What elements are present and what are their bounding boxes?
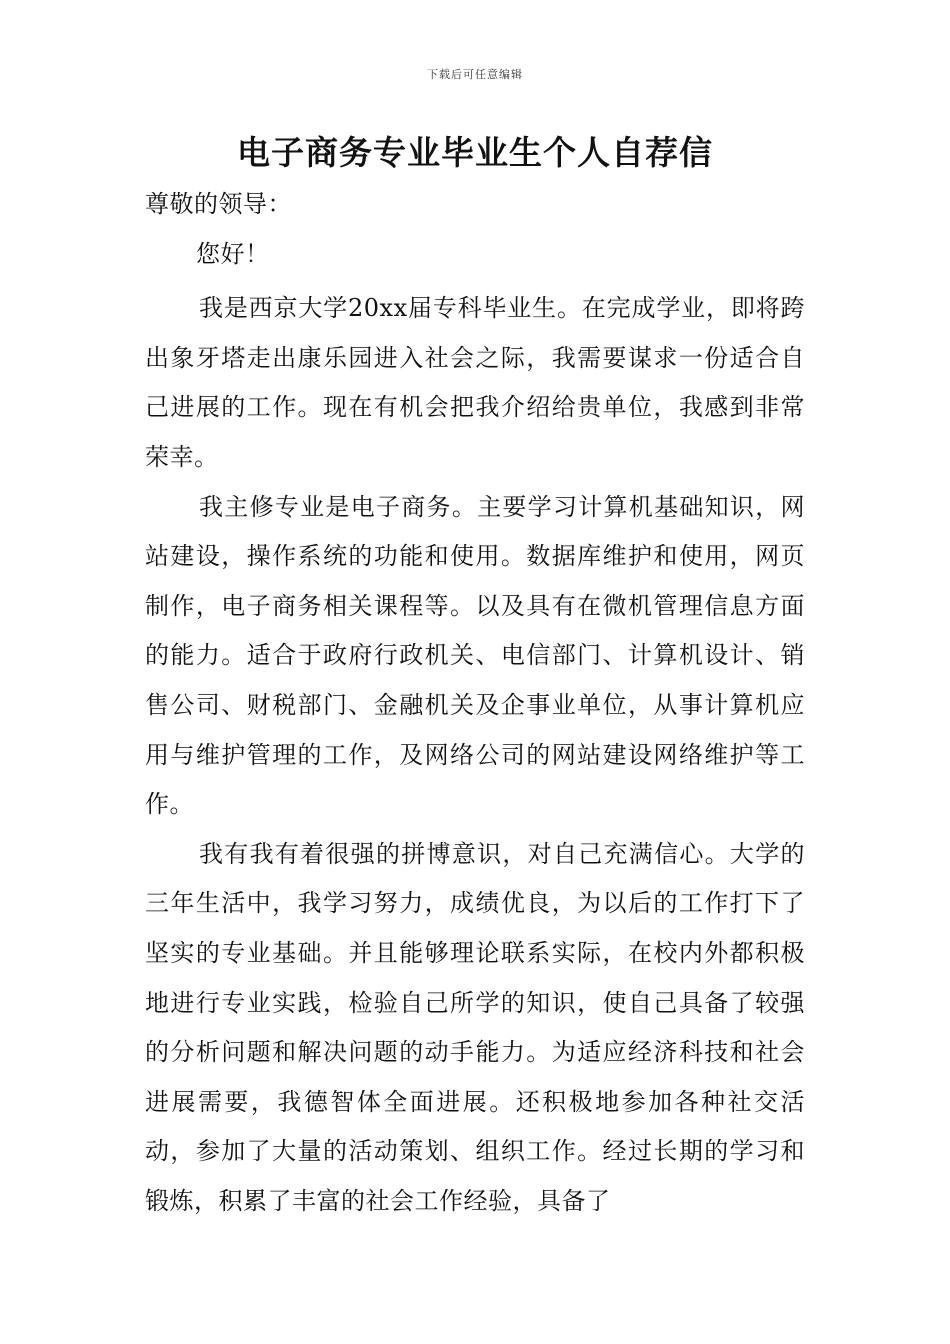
letter-body (145, 180, 805, 1226)
greeting: 您好！ (196, 239, 270, 268)
salutation: 尊敬的领导： (145, 190, 292, 218)
paragraph-abilities: 我有我有着很强的拼博意识，对自己充满信心。大学的三年生活中，我学习努力，成绩优良，为以后的工作打下了坚实的专业基础。并且能够理论联系实际，在校内外都积极地进行专业实践，检验自己所学的知识，使自己具备了较强的分析问题和解决问题的动手能力。为适应经济科技和社会进展需要，我德智体全面进展。还积极地参加各种社交活动，参加了大量的活动策划、组织工作。经过长期的学习和锻炼，积累了丰富的社会工作经验，具备了 (145, 839, 805, 1215)
document-title: 电子商务专业毕业生个人自荐信 (237, 133, 713, 172)
paragraph-major: 我主修专业是电子商务。主要学习计算机基础知识，网站建设，操作系统的功能和使用。数据库维护和使用，网页制作，电子商务相关课程等。以及具有在微机管理信息方面的能力。适合于政府行政机关、电信部门、计算机设计、销售公司、财税部门、金融机关及企事业单位，从事计算机应用与维护管理的工作，及网络公司的网站建设网络维护等工作。 (145, 492, 805, 819)
header-note: 下载后可任意编辑 (427, 68, 523, 81)
paragraph-intro: 我是西京大学20xx届专科毕业生。在完成学业，即将跨出象牙塔走出康乐园进入社会之际，我需要谋求一份适合自己进展的工作。现在有机会把我介绍给贵单位，我感到非常荣幸。 (145, 294, 805, 471)
